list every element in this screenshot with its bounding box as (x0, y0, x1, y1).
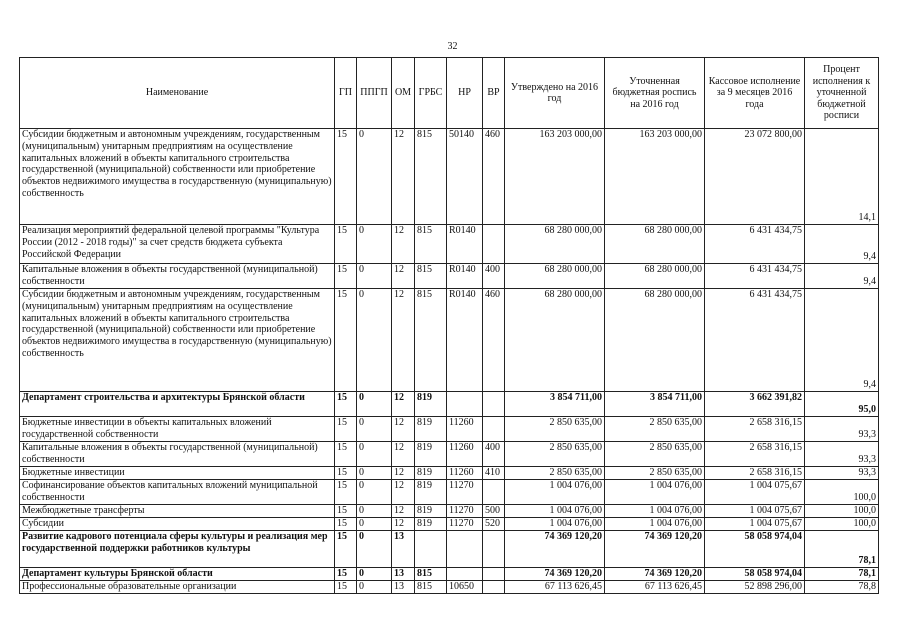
cell-ppgp: 0 (357, 417, 392, 442)
col-header-grbs: ГРБС (415, 58, 447, 129)
col-header-percent: Процент исполнения к уточненной бюджетной росписи (805, 58, 879, 129)
cell-cash: 1 004 075,67 (705, 505, 805, 518)
cell-gp: 15 (335, 568, 357, 581)
table-row (20, 505, 879, 518)
cell-grbs: 819 (415, 442, 447, 467)
table-row (20, 531, 879, 568)
cell-cash: 6 431 434,75 (705, 289, 805, 392)
cell-name: Софинансирование объектов капитальных вложений муниципальной собственности (20, 480, 335, 505)
table-row (20, 467, 879, 480)
cell-vr (483, 568, 505, 581)
cell-percent: 78,1 (805, 531, 879, 568)
cell-refined: 2 850 635,00 (605, 467, 705, 480)
cell-refined: 163 203 000,00 (605, 129, 705, 225)
cell-approved: 1 004 076,00 (505, 505, 605, 518)
budget-table (19, 57, 879, 594)
cell-ppgp: 0 (357, 568, 392, 581)
cell-refined: 1 004 076,00 (605, 518, 705, 531)
cell-grbs: 815 (415, 264, 447, 289)
cell-name: Субсидии бюджетным и автономным учреждениям, государственным (муниципальным) унитарным предприятиям на осуществление капитальных вложений в объекты капитального строительства государственной (муниципальной) собственности или приобретение объектов недвижимого имущества в государственную (муниципальную) собственность (20, 289, 335, 392)
col-header-gp: ГП (335, 58, 357, 129)
cell-vr: 500 (483, 505, 505, 518)
cell-approved: 68 280 000,00 (505, 264, 605, 289)
cell-np: 11260 (447, 467, 483, 480)
cell-om: 12 (392, 505, 415, 518)
cell-ppgp: 0 (357, 467, 392, 480)
cell-vr (483, 581, 505, 594)
cell-percent: 9,4 (805, 289, 879, 392)
cell-np: 11260 (447, 442, 483, 467)
cell-refined: 74 369 120,20 (605, 531, 705, 568)
cell-cash: 23 072 800,00 (705, 129, 805, 225)
cell-approved: 3 854 711,00 (505, 392, 605, 417)
table-row (20, 480, 879, 505)
cell-approved: 2 850 635,00 (505, 417, 605, 442)
header-row (20, 58, 879, 129)
col-header-np: НР (447, 58, 483, 129)
cell-vr: 460 (483, 289, 505, 392)
cell-vr: 410 (483, 467, 505, 480)
cell-approved: 68 280 000,00 (505, 289, 605, 392)
cell-gp: 15 (335, 505, 357, 518)
table-row (20, 442, 879, 467)
cell-name: Капитальные вложения в объекты государственной (муниципальной) собственности (20, 442, 335, 467)
cell-gp: 15 (335, 442, 357, 467)
cell-approved: 74 369 120,20 (505, 531, 605, 568)
cell-name: Профессиональные образовательные организации (20, 581, 335, 594)
cell-approved: 2 850 635,00 (505, 442, 605, 467)
cell-om: 13 (392, 581, 415, 594)
cell-gp: 15 (335, 392, 357, 417)
page-number: 32 (447, 41, 458, 52)
cell-grbs: 815 (415, 568, 447, 581)
cell-approved: 67 113 626,45 (505, 581, 605, 594)
cell-grbs: 815 (415, 289, 447, 392)
cell-np (447, 568, 483, 581)
table-row (20, 264, 879, 289)
cell-ppgp: 0 (357, 518, 392, 531)
cell-percent: 100,0 (805, 505, 879, 518)
cell-percent: 100,0 (805, 480, 879, 505)
cell-name: Субсидии бюджетным и автономным учреждениям, государственным (муниципальным) унитарным предприятиям на осуществление капитальных вложений в объекты капитального строительства государственной (муниципальной) собственности или приобретение объектов недвижимого имущества в государственную (муниципальную) собственность (20, 129, 335, 225)
cell-ppgp: 0 (357, 505, 392, 518)
cell-percent: 93,3 (805, 467, 879, 480)
cell-cash: 1 004 075,67 (705, 480, 805, 505)
cell-vr: 460 (483, 129, 505, 225)
table-row (20, 417, 879, 442)
cell-percent: 9,4 (805, 264, 879, 289)
cell-vr (483, 392, 505, 417)
cell-vr (483, 480, 505, 505)
cell-refined: 68 280 000,00 (605, 264, 705, 289)
cell-percent: 78,8 (805, 581, 879, 594)
cell-gp: 15 (335, 417, 357, 442)
cell-gp: 15 (335, 518, 357, 531)
table-row (20, 568, 879, 581)
cell-refined: 1 004 076,00 (605, 480, 705, 505)
cell-grbs (415, 531, 447, 568)
cell-name: Реализация мероприятий федеральной целевой программы "Культура России (2012 - 2018 годы)" за счет средств бюджета субъекта Российской Федерации (20, 225, 335, 264)
cell-om: 12 (392, 264, 415, 289)
cell-ppgp: 0 (357, 442, 392, 467)
cell-refined: 3 854 711,00 (605, 392, 705, 417)
cell-om: 12 (392, 480, 415, 505)
cell-vr (483, 225, 505, 264)
cell-gp: 15 (335, 581, 357, 594)
cell-approved: 1 004 076,00 (505, 518, 605, 531)
cell-cash: 1 004 075,67 (705, 518, 805, 531)
cell-om: 12 (392, 442, 415, 467)
cell-cash: 6 431 434,75 (705, 264, 805, 289)
cell-om: 13 (392, 568, 415, 581)
cell-np: 11270 (447, 505, 483, 518)
cell-refined: 1 004 076,00 (605, 505, 705, 518)
cell-gp: 15 (335, 531, 357, 568)
cell-percent: 93,3 (805, 442, 879, 467)
cell-ppgp: 0 (357, 480, 392, 505)
cell-gp: 15 (335, 264, 357, 289)
cell-grbs: 815 (415, 581, 447, 594)
cell-cash: 2 658 316,15 (705, 417, 805, 442)
cell-ppgp: 0 (357, 392, 392, 417)
cell-approved: 1 004 076,00 (505, 480, 605, 505)
col-header-ppgp: ППГП (357, 58, 392, 129)
cell-grbs: 819 (415, 505, 447, 518)
cell-grbs: 819 (415, 417, 447, 442)
cell-name: Развитие кадрового потенциала сферы культуры и реализация мер государственной поддержки работников культуры (20, 531, 335, 568)
table-row (20, 225, 879, 264)
cell-approved: 68 280 000,00 (505, 225, 605, 264)
cell-vr: 520 (483, 518, 505, 531)
cell-name: Субсидии (20, 518, 335, 531)
cell-gp: 15 (335, 480, 357, 505)
cell-name: Межбюджетные трансферты (20, 505, 335, 518)
cell-np: R0140 (447, 225, 483, 264)
cell-refined: 74 369 120,20 (605, 568, 705, 581)
cell-refined: 2 850 635,00 (605, 417, 705, 442)
table-row (20, 289, 879, 392)
table-row (20, 392, 879, 417)
cell-om: 12 (392, 225, 415, 264)
cell-name: Бюджетные инвестиции в объекты капитальных вложений государственной собственности (20, 417, 335, 442)
cell-om: 12 (392, 417, 415, 442)
cell-ppgp: 0 (357, 581, 392, 594)
cell-ppgp: 0 (357, 264, 392, 289)
cell-om: 12 (392, 467, 415, 480)
cell-cash: 52 898 296,00 (705, 581, 805, 594)
cell-np: 11260 (447, 417, 483, 442)
cell-approved: 2 850 635,00 (505, 467, 605, 480)
cell-gp: 15 (335, 467, 357, 480)
cell-grbs: 819 (415, 392, 447, 417)
cell-np: 50140 (447, 129, 483, 225)
col-header-cash: Кассовое исполнение за 9 месяцев 2016 года (705, 58, 805, 129)
cell-cash: 3 662 391,82 (705, 392, 805, 417)
cell-vr (483, 531, 505, 568)
table-body (20, 129, 879, 594)
cell-cash: 6 431 434,75 (705, 225, 805, 264)
cell-np: R0140 (447, 264, 483, 289)
cell-percent: 9,4 (805, 225, 879, 264)
cell-approved: 74 369 120,20 (505, 568, 605, 581)
cell-grbs: 819 (415, 467, 447, 480)
cell-vr (483, 417, 505, 442)
col-header-approved: Утверждено на 2016 год (505, 58, 605, 129)
cell-ppgp: 0 (357, 531, 392, 568)
cell-refined: 67 113 626,45 (605, 581, 705, 594)
cell-percent: 100,0 (805, 518, 879, 531)
cell-refined: 68 280 000,00 (605, 225, 705, 264)
cell-grbs: 819 (415, 518, 447, 531)
cell-cash: 2 658 316,15 (705, 442, 805, 467)
cell-om: 12 (392, 129, 415, 225)
cell-ppgp: 0 (357, 225, 392, 264)
cell-vr: 400 (483, 442, 505, 467)
cell-om: 12 (392, 289, 415, 392)
cell-gp: 15 (335, 225, 357, 264)
cell-name: Бюджетные инвестиции (20, 467, 335, 480)
cell-np: R0140 (447, 289, 483, 392)
cell-gp: 15 (335, 289, 357, 392)
cell-np (447, 531, 483, 568)
cell-om: 13 (392, 531, 415, 568)
cell-percent: 93,3 (805, 417, 879, 442)
col-header-refined: Уточненная бюджетная роспись на 2016 год (605, 58, 705, 129)
cell-refined: 2 850 635,00 (605, 442, 705, 467)
cell-np: 11270 (447, 518, 483, 531)
cell-percent: 14,1 (805, 129, 879, 225)
col-header-name: Наименование (20, 58, 335, 129)
col-header-om: ОМ (392, 58, 415, 129)
cell-grbs: 819 (415, 480, 447, 505)
cell-grbs: 815 (415, 129, 447, 225)
cell-cash: 58 058 974,04 (705, 568, 805, 581)
cell-grbs: 815 (415, 225, 447, 264)
cell-refined: 68 280 000,00 (605, 289, 705, 392)
table-row (20, 581, 879, 594)
col-header-vr: ВР (483, 58, 505, 129)
table-row (20, 518, 879, 531)
cell-gp: 15 (335, 129, 357, 225)
cell-np (447, 392, 483, 417)
cell-name: Капитальные вложения в объекты государственной (муниципальной) собственности (20, 264, 335, 289)
cell-om: 12 (392, 518, 415, 531)
cell-ppgp: 0 (357, 289, 392, 392)
cell-approved: 163 203 000,00 (505, 129, 605, 225)
cell-om: 12 (392, 392, 415, 417)
cell-vr: 400 (483, 264, 505, 289)
cell-name: Департамент строительства и архитектуры Брянской области (20, 392, 335, 417)
cell-np: 11270 (447, 480, 483, 505)
cell-percent: 78,1 (805, 568, 879, 581)
cell-ppgp: 0 (357, 129, 392, 225)
cell-percent: 95,0 (805, 392, 879, 417)
table-row (20, 129, 879, 225)
cell-cash: 2 658 316,15 (705, 467, 805, 480)
cell-cash: 58 058 974,04 (705, 531, 805, 568)
cell-np: 10650 (447, 581, 483, 594)
cell-name: Департамент культуры Брянской области (20, 568, 335, 581)
